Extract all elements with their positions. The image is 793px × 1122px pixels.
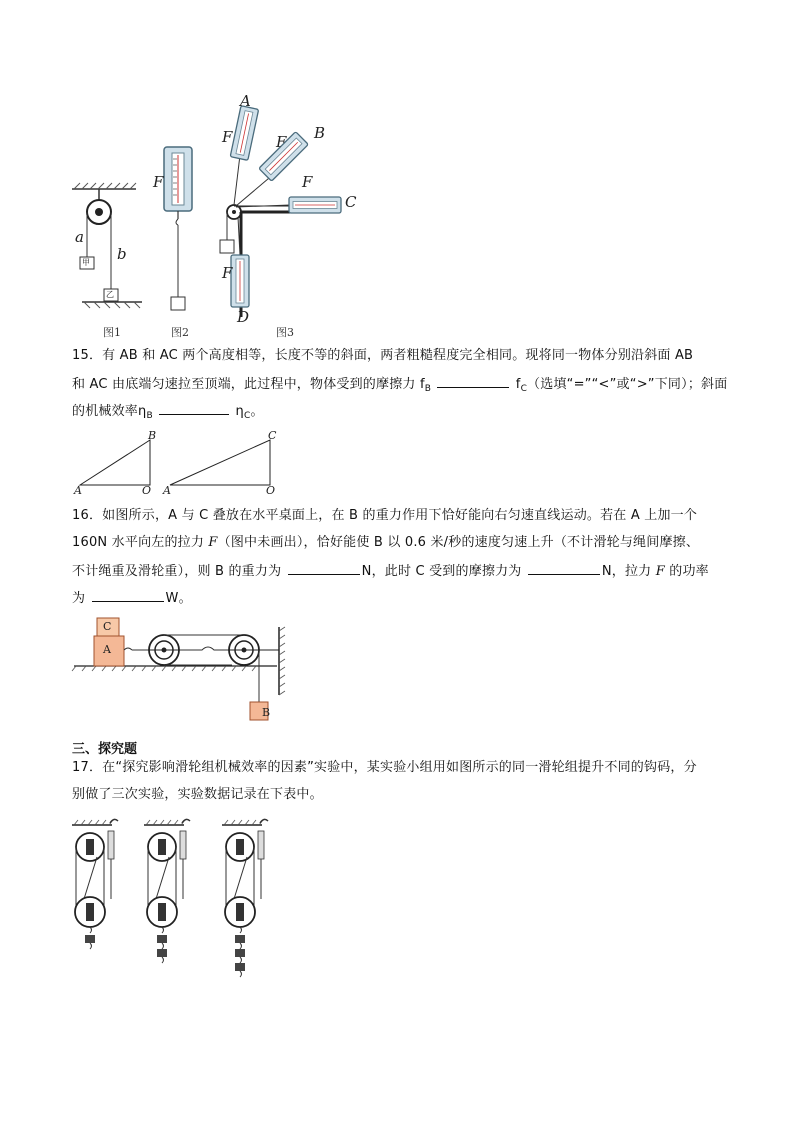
fig3-label-D: D [237, 308, 250, 326]
q16-line-2 [72, 533, 699, 553]
q15-line2-text-c: （选填“=”“<”或“>”下同）；斜面 [527, 377, 728, 392]
fig3-label-C: C [345, 193, 357, 211]
q15-sub-C-eta: C [243, 411, 251, 421]
q15-fig-label-C: C [268, 429, 277, 442]
q16-blank-weight-B[interactable] [288, 560, 360, 575]
q15-fig-label-O1: O [142, 484, 152, 497]
q15-line3-text-b: η [235, 404, 244, 419]
fig3-label-B: B [314, 124, 326, 142]
fig1-label-a: a [75, 228, 84, 246]
q15-fig-label-B: B [148, 429, 157, 442]
q15-line3-text-a: 的机械效率η [72, 404, 147, 419]
q16-line2-text-b: （图中未画出），恰好能使 B 以 0.6 米/秒的速度匀速上升（不计滑轮与绳间摩擦、 [217, 535, 700, 550]
fig2-spring-scale [160, 145, 200, 315]
q17-line-2: 别做了三次实验，实验数据记录在下表中。 [72, 787, 323, 802]
q15-fig-label-A1: A [74, 484, 82, 497]
q16-line3-text-a: 不计绳重及滑轮重），则 B 的重力为 [72, 564, 282, 579]
q17-pulley-sets-figure [72, 817, 282, 987]
fig2-caption: 图2 [171, 326, 189, 339]
q16-blank-power[interactable] [92, 587, 164, 602]
q15-line3-text-c: 。 [250, 404, 264, 419]
fig3-caption: 图3 [276, 326, 294, 339]
fig3-label-F-C: F [302, 173, 313, 191]
fig3-label-F-D: F [222, 264, 233, 282]
q16-line2-F: F [208, 535, 218, 550]
q15-sub-C: C [520, 384, 528, 394]
fig1-label-jia: 甲 [82, 258, 90, 267]
q15-fig-label-O2: O [266, 484, 276, 497]
q16-line2-text-a: 160N 水平向左的拉力 [72, 535, 209, 550]
fig1-caption: 图1 [103, 326, 121, 339]
q16-line-3 [72, 560, 709, 582]
q16-fig-label-A: A [103, 643, 111, 656]
q15-inclines-figure [78, 438, 298, 498]
q16-line-4 [72, 587, 192, 609]
fig3-label-A: A [240, 92, 251, 110]
q16-line3-text-c: N，拉力 [601, 564, 656, 579]
q16-line3-F: F [655, 564, 665, 579]
q15-sub-B-eta: B [146, 411, 153, 421]
q16-line4-text-b: W。 [165, 591, 192, 606]
q17-line-1: 17．在“探究影响滑轮组机械效率的因素”实验中，某实验小组用如图所示的同一滑轮组提升不同的钩码，分 [72, 760, 697, 775]
q16-blank-friction-C[interactable] [528, 560, 600, 575]
fig1-label-yi: 乙 [106, 290, 114, 299]
fig3-label-F-A: F [222, 128, 233, 146]
q16-line4-text-a: 为 [72, 591, 86, 606]
q16-fig-label-C: C [103, 620, 112, 633]
q16-fig-label-B: B [262, 706, 271, 719]
fig1-label-b: b [117, 245, 127, 263]
q16-line3-text-b: N，此时 C 受到的摩擦力为 [361, 564, 522, 579]
fig2-label-F: F [153, 173, 164, 191]
fig3-label-F-B: F [276, 133, 287, 151]
q15-sub-B: B [424, 384, 432, 394]
q15-line-2 [72, 373, 727, 396]
q15-line-3 [72, 400, 264, 423]
q15-fig-label-A2: A [163, 484, 171, 497]
q15-blank-friction[interactable] [437, 373, 509, 388]
q15-line-1: 15．有 AB 和 AC 两个高度相等，长度不等的斜面，两者粗糙程度完全相同。现将同一物体分别沿斜面 AB [72, 348, 694, 363]
q16-line3-text-d: 的功率 [664, 564, 709, 579]
q15-blank-efficiency[interactable] [159, 400, 229, 415]
q16-line-1: 16．如图所示，A 与 C 叠放在水平桌面上，在 B 的重力作用下恰好能向右匀速直线运动。若在 A 上加一个 [72, 508, 698, 523]
q15-line2-text-a: 和 AC 由底端匀速拉至顶端，此过程中，物体受到的摩擦力 f [72, 377, 425, 392]
q15-line2-text-b: f [515, 377, 521, 392]
section-title: 三、探究题 [72, 742, 138, 757]
